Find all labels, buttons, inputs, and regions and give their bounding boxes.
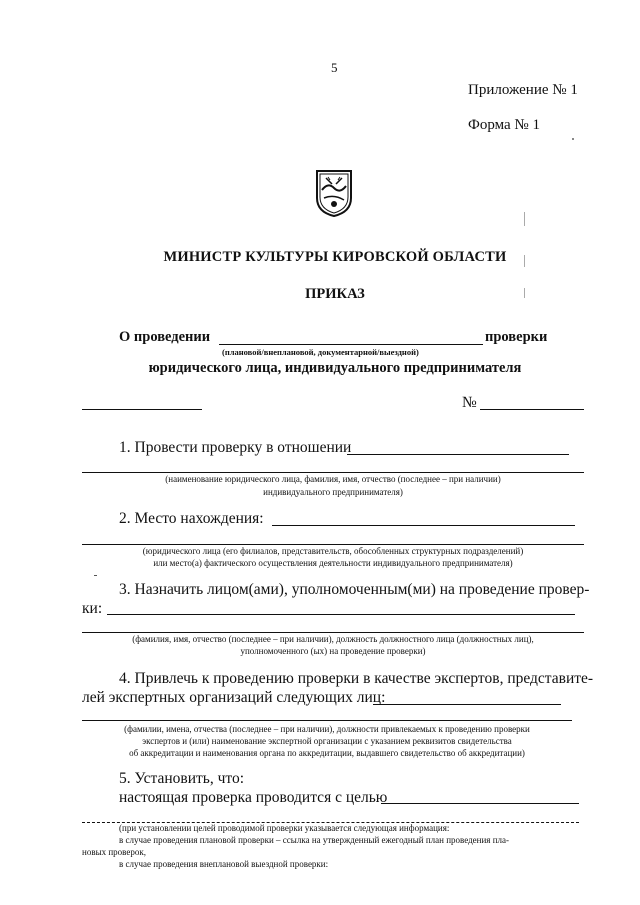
item2-hint-line2: или место(а) фактического осуществления деятельности индивидуального предпринимателя) [153,558,513,568]
inspection-type-hint: (плановой/внеплановой, документарной/выездной) [222,347,419,357]
item2-text: 2. Место нахождения: [119,510,264,527]
item5-hint-line4: в случае проведения внеплановой выездной проверки: [119,859,329,869]
item4-field[interactable] [373,704,561,705]
coat-of-arms-emblem [314,168,354,218]
item4-hint-line3: об аккредитации и наименования органа по аккредитации, выдавшего свидетельство об аккредитации) [129,748,525,758]
inspection-type-field[interactable] [219,344,483,345]
item2-field[interactable] [272,525,575,526]
number-field[interactable] [480,409,584,410]
item3-field[interactable] [107,614,575,615]
item5-hint-line2: в случае проведения плановой проверки – ссылка на утвержденный ежегодный план проведения пла- [119,835,509,845]
item4-line1: 4. Привлечь к проведению проверки в качестве экспертов, представите- [119,670,594,687]
ministry-title: МИНИСТР КУЛЬТУРЫ КИРОВСКОЙ ОБЛАСТИ [163,249,507,265]
item5-hint-line1: (при установлении целей проводимой проверки указывается следующая информация: [119,823,450,833]
item1-hint-line1: (наименование юридического лица, фамилия, имя, отчество (последнее – при наличии) [165,474,501,484]
item4-line2: лей экспертных организаций следующих лиц: [82,689,386,706]
scan-mark [524,288,525,298]
item1-hint-line2: индивидуального предпринимателя) [263,487,403,497]
item4-hint-line1: (фамилии, имена, отчества (последнее – при наличии), должности привлекаемых к проведению проверки [124,724,530,734]
appendix-label: Приложение № 1 [468,82,578,98]
form-label: Форма № 1 [468,117,540,133]
item3-hint-line1: (фамилия, имя, отчество (последнее – при наличии), должность должностного лица (должностных лиц), [132,634,534,644]
item4-field-continuation[interactable] [82,720,572,721]
subject-prefix: О проведении [119,329,211,345]
item3-line2: ки: [82,600,103,617]
item3-hint-line2: уполномоченного (ых) на проведение проверки) [240,646,426,656]
number-sign: № [462,394,477,411]
item5-hint-line3: новых проверок, [82,847,146,857]
subject-line2: юридического лица, индивидуального предпринимателя [148,360,522,376]
item4-hint-line2: экспертов и (или) наименование экспертной организации с указанием реквизитов свидетельства [142,736,512,746]
order-title: ПРИКАЗ [305,286,365,302]
subject-suffix: проверки [485,329,548,345]
scan-speck [94,575,97,576]
scan-mark [572,138,574,140]
item2-hint-line1: (юридического лица (его филиалов, представительств, обособленных структурных подразделений) [142,546,524,556]
item5-field[interactable] [381,803,579,804]
scan-mark [524,255,525,267]
item1-field[interactable] [347,454,569,455]
scan-mark [524,212,525,226]
item1-text: 1. Провести проверку в отношении [119,439,352,456]
date-field[interactable] [82,409,202,410]
item5-line1: 5. Установить, что: [119,770,245,787]
item3-line1: 3. Назначить лицом(ами), уполномоченным(ми) на проведение провер- [119,581,590,598]
item5-line2: настоящая проверка проводится с целью [119,789,388,806]
page-number: 5 [331,60,338,75]
